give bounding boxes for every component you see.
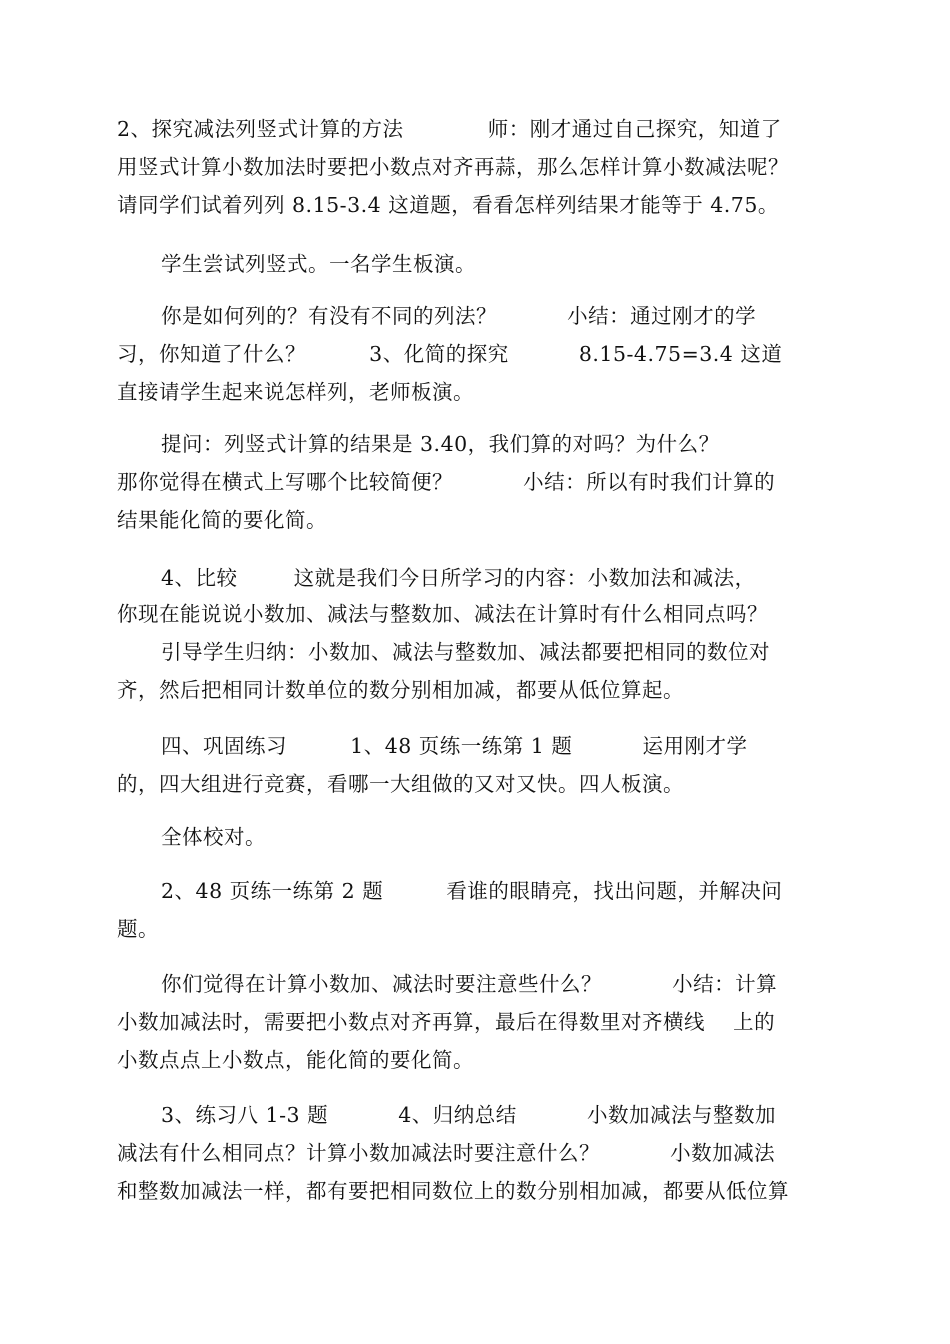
text-line: 题。 [117,917,159,941]
text-line: 全体校对。 [161,825,266,849]
text-line: 那你觉得在横式上写哪个比较简便？ 小结：所以有时我们计算的 [117,470,776,494]
text-line: 四、巩固练习 1、48 页练一练第 1 题 运用刚才学 [161,734,748,758]
text-line: 用竖式计算小数加法时要把小数点对齐再蒜，那么怎样计算小数减法呢？ [117,155,789,179]
text-line: 习，你知道了什么？ 3、化简的探究 8.15-4.75=3.4 这道 [117,342,783,366]
text-line: 4、比较 这就是我们今日所学习的内容：小数加法和减法， [161,566,756,590]
text-line: 引导学生归纳：小数加、减法与整数加、减法都要把相同的数位对 [161,640,770,664]
text-line: 你是如何列的？有没有不同的列法？ 小结：通过刚才的学 [161,304,757,328]
text-line: 的，四大组进行竞赛，看哪一大组做的又对又快。四人板演。 [117,772,684,796]
text-line: 3、练习八 1-3 题 4、归纳总结 小数加减法与整数加 [161,1103,776,1127]
text-line: 小数点点上小数点，能化简的要化简。 [117,1048,474,1072]
text-line: 2、48 页练一练第 2 题 看谁的眼睛亮，找出问题，并解决问 [161,879,783,903]
text-line: 小数加减法时，需要把小数点对齐再算，最后在得数里对齐横线 上的 [117,1010,776,1034]
text-line: 减法有什么相同点？计算小数加减法时要注意什么？ 小数加减法 [117,1141,776,1165]
text-line: 2、探究减法列竖式计算的方法 师：刚才通过自己探究，知道了 [117,117,782,141]
text-line: 提问：列竖式计算的结果是 3.40，我们算的对吗？为什么？ [161,432,720,456]
text-line: 你们觉得在计算小数加、减法时要注意些什么？ 小结：计算 [161,972,778,996]
text-line: 你现在能说说小数加、减法与整数加、减法在计算时有什么相同点吗？ [117,602,768,626]
text-line: 学生尝试列竖式。一名学生板演。 [161,252,476,276]
text-line: 齐，然后把相同计数单位的数分别相加减，都要从低位算起。 [117,678,684,702]
text-line: 请同学们试着列列 8.15-3.4 这道题，看看怎样列结果才能等于 4.75。 [117,193,779,217]
text-line: 和整数加减法一样，都有要把相同数位上的数分别相加减，都要从低位算 [117,1179,789,1203]
text-line: 直接请学生起来说怎样列，老师板演。 [117,380,474,404]
text-line: 结果能化简的要化简。 [117,508,327,532]
